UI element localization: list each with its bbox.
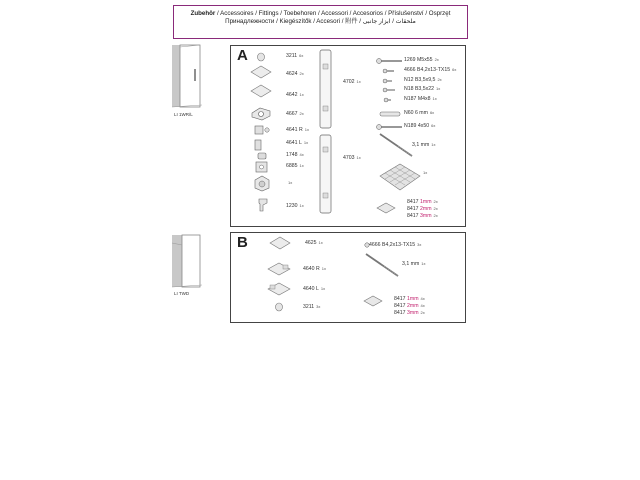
plate-4624-icon: [249, 65, 273, 79]
part-a-4641l-label: 4641 L 1x: [286, 140, 309, 146]
block-part-icon: [252, 174, 272, 192]
accessories-header: [173, 5, 468, 39]
screw-n12-label: N12 B3,5x9,5 2x: [404, 77, 442, 83]
part-a-4641r-label: 4641 R 1x: [286, 127, 309, 133]
screw-1269-label: 1269 M5x55 2x: [404, 57, 439, 63]
screw-n12-icon: [382, 77, 394, 85]
drill-bit-b-label: 3,1 mm 1x: [402, 261, 426, 267]
plate-4625-icon: [268, 236, 292, 250]
screw-n189-icon: [376, 123, 404, 131]
panel-b: [230, 232, 466, 323]
dowel-n60-label: N60 6 mm 6x: [404, 110, 435, 116]
part-a-1230-label: 1230 1x: [286, 203, 304, 209]
screw-n187-label: N187 M4x8 1x: [404, 96, 437, 102]
bracket-4667-icon: [250, 105, 272, 121]
pad-sheet-icon: [378, 162, 422, 194]
header-line-2: Принадлежности / Kiegészítők / Accesori / 附件 / ملحقات / ابزار جانبی: [225, 18, 416, 25]
holder-6885-icon: [254, 160, 270, 174]
door-b-illustration: [172, 235, 202, 287]
dowel-n60-icon: [378, 110, 402, 118]
drill-bit-b-icon: [364, 252, 400, 278]
handle-4703-label: 4703 1x: [343, 155, 361, 161]
drill-bit-icon: [378, 132, 414, 158]
plate-4640r-icon: [266, 262, 292, 276]
part-a-4642-label: 4642 1x: [286, 92, 304, 98]
spacer-b-1mm-label: 8417 1mm 4x: [394, 296, 425, 302]
spacer-a-1mm-label: 8417 1mm 2x: [407, 199, 438, 205]
screw-n18-icon: [382, 86, 396, 94]
handle-4702-icon: [318, 50, 334, 130]
spacer-b-2mm-label: 8417 2mm 4x: [394, 303, 425, 309]
door-a-illustration: [172, 45, 202, 107]
drill-bit-label: 3,1 mm 1x: [412, 142, 436, 148]
pad-sheet-label: 1x: [423, 170, 428, 175]
cap-3211-icon: [256, 52, 266, 62]
handle-4702-label: 4702 1x: [343, 79, 361, 85]
hinge-4641l-icon: [252, 138, 272, 152]
panel-b-letter: B: [237, 234, 248, 251]
handle-4703-icon: [318, 135, 334, 215]
screw-n189-label: N189 4x50 6x: [404, 123, 436, 129]
header-line-1: Zubehör / Accessoires / Fittings / Toebehoren / Accessori / Accesorios / Příslušenství / Osprzęt: [190, 10, 451, 17]
part-b-4625-label: 4625 1x: [305, 240, 323, 246]
panel-a-letter: A: [237, 47, 248, 64]
screw-4666-icon: [382, 67, 396, 75]
part-a-4624-label: 4624 2x: [286, 71, 304, 77]
part-b-4640l-label: 4640 L 1x: [303, 286, 326, 292]
plate-4640l-icon: [266, 282, 292, 296]
part-a-4667-label: 4667 2x: [286, 111, 304, 117]
screw-n187-icon: [383, 96, 393, 104]
door-b-caption: LI TWD: [174, 291, 190, 296]
spacer-a-3mm-label: 8417 3mm 2x: [407, 213, 438, 219]
part-b-4640r-label: 4640 R 1x: [303, 266, 326, 272]
door-a-caption: LI 1WR/L: [174, 112, 193, 117]
screw-4666-label: 4666 B4,2x13-TX15 6x: [404, 67, 457, 73]
spacer-a-2mm-label: 8417 2mm 2x: [407, 206, 438, 212]
part-a-block-label: 1x: [288, 180, 293, 185]
screw-4666-b-label: 4666 B4,2x13-TX15 3x: [369, 242, 422, 248]
part-a-3211-label: 3211 6x: [286, 53, 304, 59]
spacer-a-icon: [375, 201, 397, 215]
part-a-6885-label: 6885 1x: [286, 163, 304, 169]
screw-n18-label: N18 B3,5x22 1x: [404, 86, 441, 92]
spacer-b-icon: [362, 294, 384, 308]
spacer-b-3mm-label: 8417 3mm 2x: [394, 310, 425, 316]
plate-4642-icon: [249, 84, 273, 98]
cap-3211-b-icon: [274, 302, 284, 312]
hinge-4641r-icon: [252, 123, 272, 137]
screw-1269-icon: [376, 57, 404, 65]
clip-1230-icon: [256, 197, 270, 213]
part-a-1748-label: 1748 4x: [286, 152, 304, 158]
part-b-3211-label: 3211 3x: [303, 304, 321, 310]
